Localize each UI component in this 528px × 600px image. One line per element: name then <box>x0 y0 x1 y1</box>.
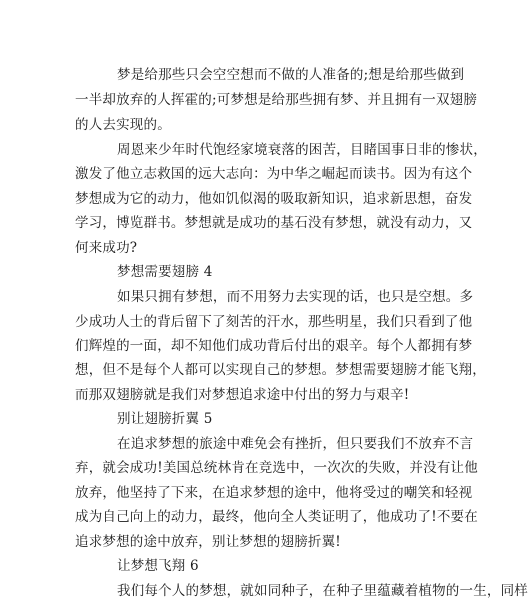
section-heading-6: 让梦想飞翔 6 <box>117 558 199 574</box>
section-heading-5: 别让翅膀折翼 5 <box>117 411 213 427</box>
paragraph-2-line-3: 梦想成为它的动力，他如饥似渴的吸取新知识，追求新思想，奋发 <box>75 191 473 207</box>
section-heading-4: 梦想需要翅膀 4 <box>117 264 213 280</box>
paragraph-4-line-3: 放弃，他坚持了下来，在追求梦想的途中，他将受过的嘲笑和轻视 <box>75 485 473 501</box>
paragraph-5-line-1-cutoff: 我们每个人的梦想，就如同种子，在种子里蕴藏着植物的一生，同样 <box>117 583 528 599</box>
paragraph-4-line-5: 追求梦想的途中放弃，别让梦想的翅膀折翼! <box>75 534 341 550</box>
paragraph-4-line-1: 在追求梦想的旅途中难免会有挫折，但只要我们不放弃不言 <box>117 436 474 452</box>
paragraph-2-line-4: 学习，博览群书。梦想就是成功的基石没有梦想，就没有动力，又 <box>75 215 473 231</box>
paragraph-4-line-2: 弃，就会成功!美国总统林肯在竞选中，一次次的失败，并没有让他 <box>75 460 478 476</box>
paragraph-1-line-3: 的人去实现的。 <box>75 117 171 133</box>
paragraph-2-line-1: 周恩来少年时代饱经家境衰落的困苦，目睹国事日非的惨状， <box>117 142 487 158</box>
paragraph-3-line-2: 少成功人士的背后留下了刻苦的汗水，那些明星，我们只看到了他 <box>75 314 473 330</box>
paragraph-3-line-1: 如果只拥有梦想，而不用努力去实现的话，也只是空想。多 <box>117 289 474 305</box>
paragraph-3-line-5: 而那双翅膀就是我们对梦想追求途中付出的努力与艰辛! <box>75 387 410 403</box>
paragraph-1-line-2: 一半却放弃的人挥霍的;可梦想是给那些拥有梦、并且拥有一双翅膀 <box>75 92 478 108</box>
paragraph-4-line-4: 成为自己向上的动力，最终，他向全人类证明了，他成功了!不要在 <box>75 509 478 525</box>
paragraph-2-line-5: 何来成功? <box>75 240 138 256</box>
paragraph-2-line-2: 激发了他立志救国的远大志向：为中华之崛起而读书。因为有这个 <box>75 166 473 182</box>
paragraph-3-line-3: 们辉煌的一面，却不知他们成功背后付出的艰辛。每个人都拥有梦 <box>75 338 473 354</box>
paragraph-1-line-1: 梦是给那些只会空空想而不做的人准备的;想是给那些做到 <box>117 67 465 83</box>
paragraph-3-line-4: 想，但不是每个人都可以实现自己的梦想。梦想需要翅膀才能飞翔， <box>75 362 486 378</box>
